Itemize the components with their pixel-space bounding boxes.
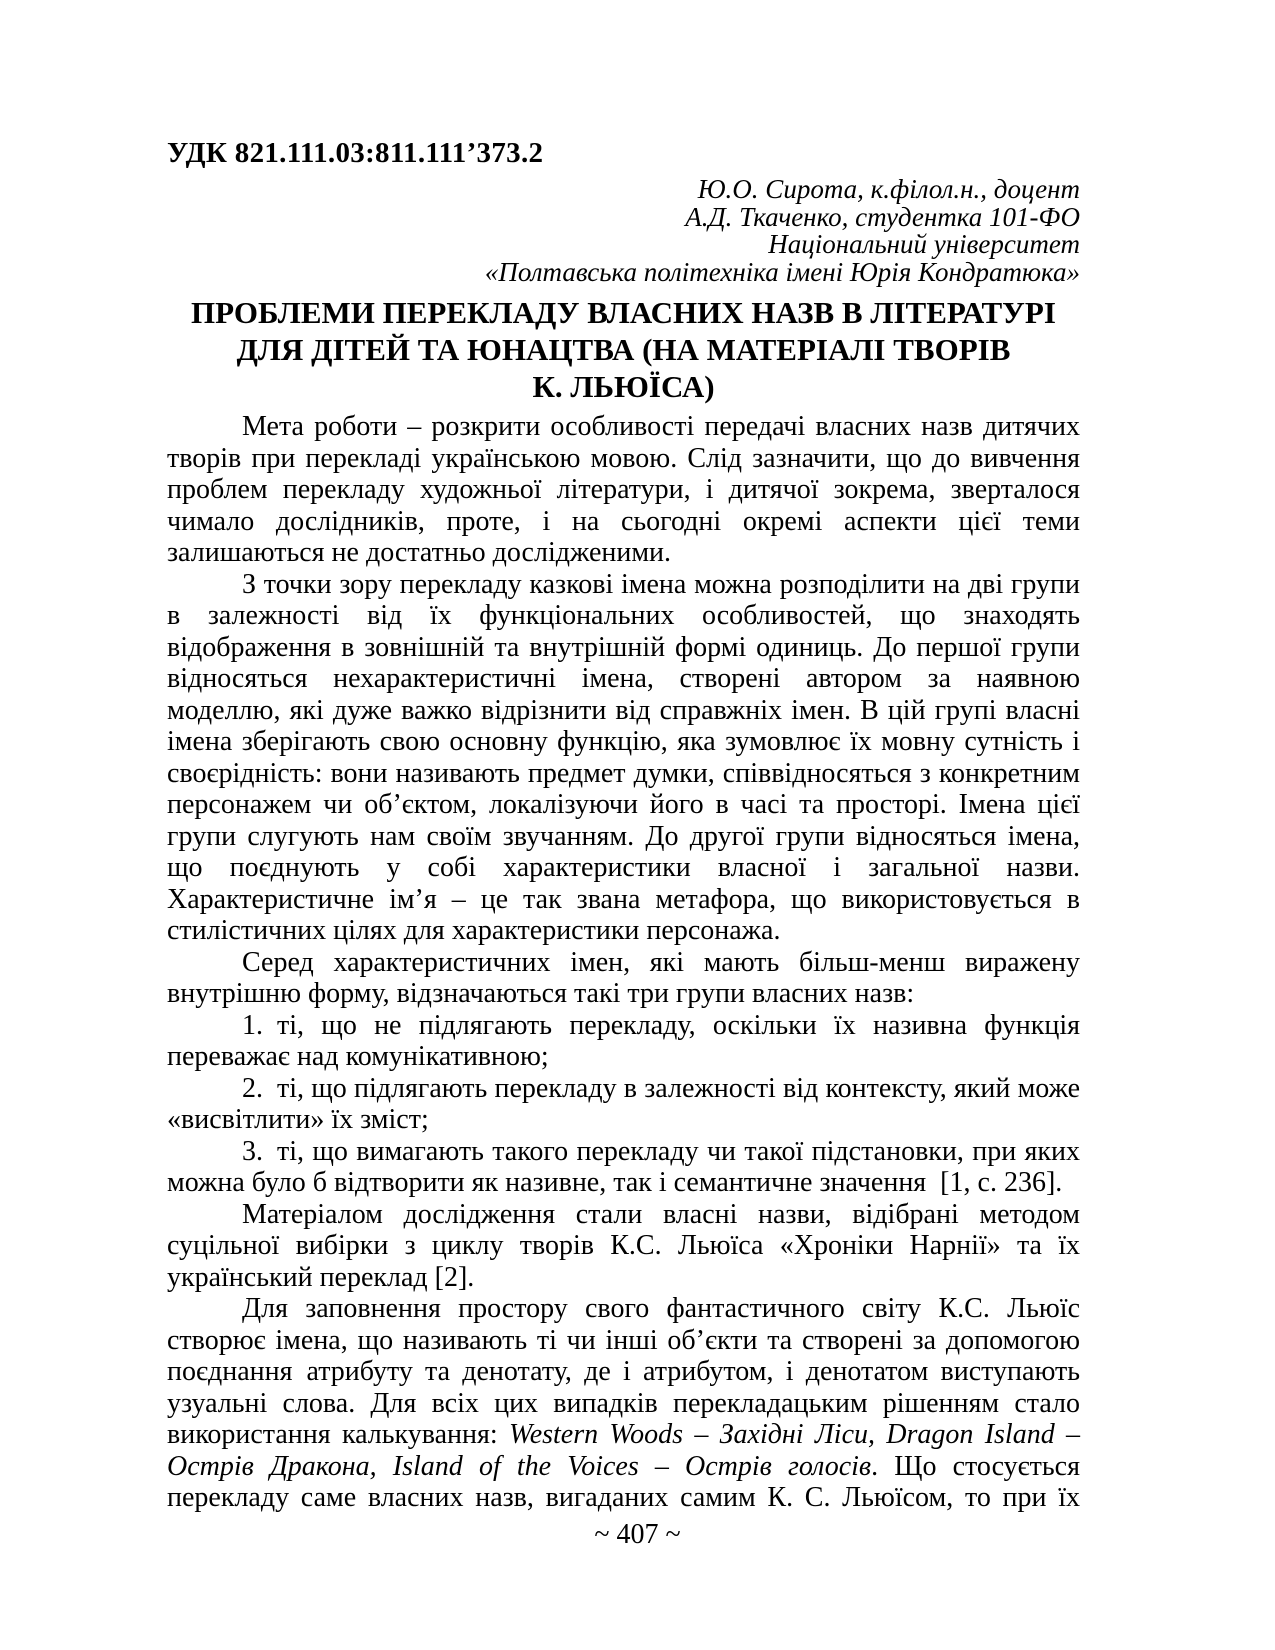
list-item-2: 2. ті, що підлягають перекладу в залежності від контексту, який може «висвітлити» їх зміст; (167, 1072, 1080, 1135)
title-line: ПРОБЛЕМИ ПЕРЕКЛАДУ ВЛАСНИХ НАЗВ В ЛІТЕРАТУРІ (191, 295, 1056, 330)
paragraph-name-groups: З точки зору перекладу казкові імена можна розподілити на дві групи в залежності від їх функціональних особливостей, що знаходять відображення в зовнішній та внутрішній формі одиниць. До першої групи відносяться нехарактеристичні імена, створені автором за наявною моделлю, які дуже важко відрізнити від справжніх імен. В цій групі власні імена зберігають свою основну функцію, яка зумовлює їх мовну сутність і своєрідність: вони називають предмет думки, співвідносяться з конкретним персонажем чи об’єктом, локалізуючи його в часі та просторі. Імена цієї групи слугують нам своїм звучанням. До другої групи відносяться імена, що поєднують у собі характеристики власної і загальної назви. Характеристичне ім’я – це так звана метафора, що використовується в стилістичних цілях для характеристики персонажа. (167, 568, 1080, 946)
paragraph-characteristic-names: Серед характеристичних імен, які мають більш-менш виражену внутрішню форму, відзначаються такі три групи власних назв: (167, 946, 1080, 1009)
calque-examples: Western Woods – Західні Ліси, Dragon Island – Острів Дракона, Island of the Voices – Острів голосів (167, 1419, 1080, 1482)
paragraph-material: Матеріалом дослідження стали власні назви, відібрані методом суцільної вибірки з циклу творів К.С. Льюїса «Хроніки Нарнії» та їх український переклад [2]. (167, 1198, 1080, 1293)
article-title (167, 294, 1080, 405)
affiliation-line: Національний університет (768, 229, 1080, 259)
author-line: Ю.О. Сирота, к.філол.н., доцент (697, 174, 1080, 204)
udc-code: УДК 821.111.03:811.111’373.2 (167, 137, 544, 169)
list-item-3: 3. ті, що вимагають такого перекладу чи такої підстановки, при яких можна було б відтворити як називне, так і семантичне значення [1, с. 236]. (167, 1135, 1080, 1198)
paragraph-calquing (167, 1293, 1080, 1514)
affiliation-line: «Полтавська політехніка імені Юрія Кондратюка» (484, 256, 1080, 287)
title-line: К. ЛЬЮЇСА) (532, 369, 715, 404)
page-number: ~ 407 ~ (594, 1519, 681, 1550)
title-line: ДЛЯ ДІТЕЙ ТА ЮНАЦТВА (НА МАТЕРІАЛІ ТВОРІВ (236, 332, 1011, 367)
list-item-1: 1. ті, що не підлягають перекладу, оскільки їх називна функція переважає над комунікативною; (167, 1009, 1080, 1072)
page-content (167, 136, 1080, 1514)
author-line: А.Д. Ткаченко, студентка 101-ФО (685, 201, 1080, 232)
calque-text-after: . Що стосується перекладу саме власних назв, вигаданих самим К. С. Льюїсом, то при їх (167, 1450, 1080, 1513)
paragraph-aim: Мета роботи – розкрити особливості передачі власних назв дитячих творів при перекладі українською мовою. Слід зазначити, що до вивчення проблем перекладу художньої літератури, і дитячої зокрема, зверталося чимало дослідників, проте, і на сьогодні окремі аспекти цієї теми залишаються не достатньо дослідженими. (167, 411, 1080, 568)
author-block (167, 176, 1080, 286)
calque-text-before: Для заповнення простору свого фантастичного світу К.С. Льюїс створює імена, що називають ті чи інші об’єкти та створені за допомогою поєднання атрибуту та денотату, де і атрибутом, і денотатом виступають узуальні слова. Для всіх цих випадків перекладацьким рішенням стало використання калькування: (167, 1293, 1080, 1450)
